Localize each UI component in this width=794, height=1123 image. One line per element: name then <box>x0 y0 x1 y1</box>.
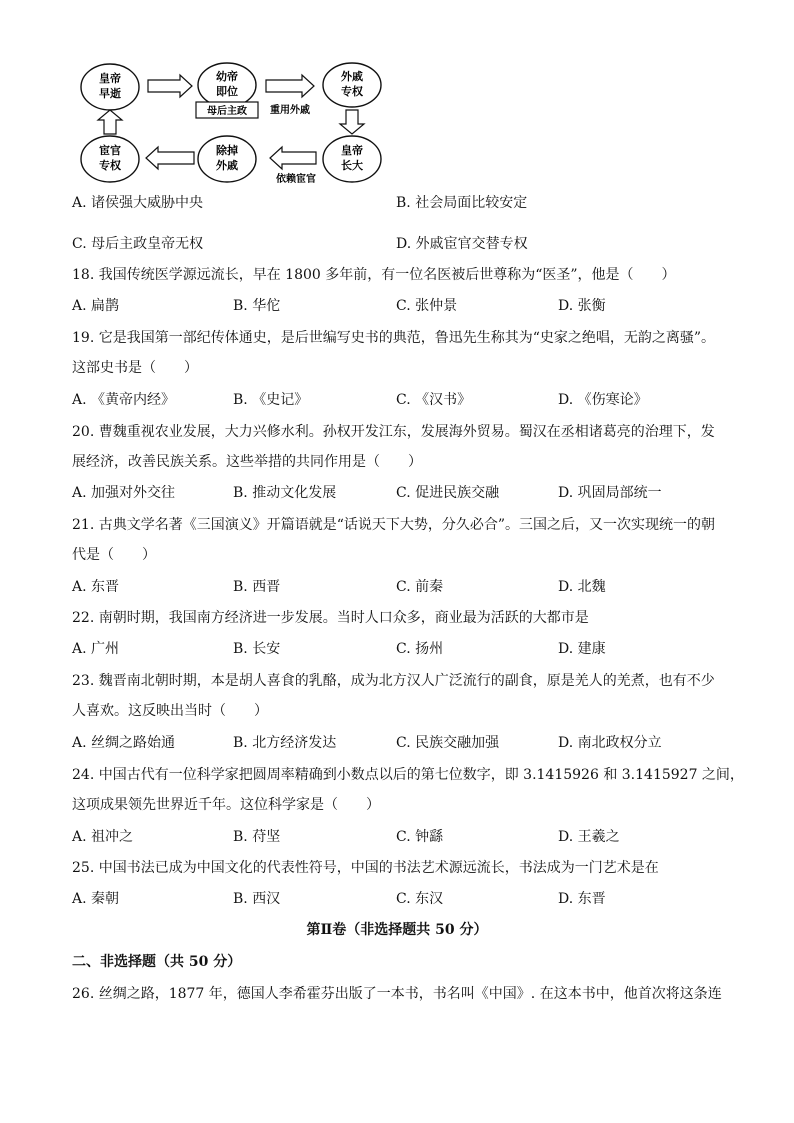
q25-option-d: D. 东晋 <box>558 891 606 907</box>
q19-option-d: D. 《伤寒论》 <box>558 392 648 408</box>
q25-option-c: C. 东汉 <box>396 891 444 907</box>
label-rely-eunuchs: 依赖宦官 <box>276 174 316 185</box>
q18-option-c: C. 张仲景 <box>396 298 458 314</box>
q22-text: 22. 南朝时期，我国南方经济进一步发展。当时人口众多，商业最为活跃的大都市是 <box>72 610 589 626</box>
q19-text-line2: 这部史书是（ ） <box>72 360 198 376</box>
q24-option-c: C. 钟繇 <box>396 829 444 845</box>
section-title: 第Ⅱ卷（非选择题共 50 分） <box>306 922 488 938</box>
node-text: 专权 <box>341 85 363 98</box>
q25-option-b: B. 西汉 <box>233 891 281 907</box>
q22-option-b: B. 长安 <box>233 641 281 657</box>
q19-option-b: B. 《史记》 <box>233 392 309 408</box>
q20-text-line2: 展经济，改善民族关系。这些举措的共同作用是（ ） <box>72 454 422 470</box>
arrow-up <box>98 110 122 134</box>
node-emperor-died-early <box>81 64 139 110</box>
node-text: 长大 <box>341 159 363 172</box>
q21-text-line2: 代是（ ） <box>72 547 156 563</box>
q23-option-c: C. 民族交融加强 <box>396 735 500 751</box>
label-reuse-consorts: 重用外戚 <box>270 105 310 116</box>
q24-option-d: D. 王羲之 <box>558 829 620 845</box>
node-text: 幼帝 <box>216 70 238 83</box>
q25-option-a: A. 秦朝 <box>72 891 120 907</box>
node-text: 外戚 <box>341 70 363 83</box>
q17-option-d: D. 外戚宦官交替专权 <box>396 236 528 252</box>
label-box-queen-mother <box>196 102 258 118</box>
q21-option-c: C. 前秦 <box>396 579 444 595</box>
q23-option-b: B. 北方经济发达 <box>233 735 337 751</box>
q20-text-line1: 20. 曹魏重视农业发展，大力兴修水利。孙权开发江东，发展海外贸易。蜀汉在丞相诸葛亮的治理下，发 <box>72 424 715 440</box>
q23-option-d: D. 南北政权分立 <box>558 735 662 751</box>
arrow-right-1 <box>148 75 192 97</box>
label-text: 母后主政 <box>207 106 247 117</box>
q24-text-line2: 这项成果领先世界近千年。这位科学家是（ ） <box>72 797 380 813</box>
arrow-left-2 <box>270 147 316 169</box>
arrow-right-2 <box>266 75 314 97</box>
q24-text-line1: 24. 中国古代有一位科学家把圆周率精确到小数点以后的第七位数字，即 3.1415926 和 3.1415927 之间， <box>72 767 744 783</box>
q20-option-b: B. 推动文化发展 <box>233 485 337 501</box>
node-text: 外戚 <box>216 159 238 172</box>
q18-option-d: D. 张衡 <box>558 298 606 314</box>
q21-text-line1: 21. 古典文学名著《三国演义》开篇语就是“话说天下大势，分久必合”。三国之后，又一次实现统一的朝 <box>72 517 716 533</box>
section-heading: 二、非选择题（共 50 分） <box>72 954 242 970</box>
node-text: 除掉 <box>216 144 238 157</box>
q26-text: 26. 丝绸之路，1877 年，德国人李希霍芬出版了一本书，书名叫《中国》. 在这本书中，他首次将这条连 <box>72 986 722 1002</box>
q23-text-line1: 23. 魏晋南北朝时期，本是胡人喜食的乳酪，成为北方汉人广泛流行的副食，原是羌人的羌煮，也有不少 <box>72 673 715 689</box>
node-consort-power <box>323 63 381 107</box>
node-text: 皇帝 <box>99 72 121 85</box>
q19-option-c: C. 《汉书》 <box>396 392 472 408</box>
q21-option-d: D. 北魏 <box>558 579 606 595</box>
q21-option-b: B. 西晋 <box>233 579 281 595</box>
q22-option-c: C. 扬州 <box>396 641 444 657</box>
q20-option-c: C. 促进民族交融 <box>396 485 500 501</box>
node-text: 皇帝 <box>341 144 363 157</box>
node-child-emperor-enthroned <box>198 63 256 107</box>
arrow-down <box>340 110 364 134</box>
q21-option-a: A. 东晋 <box>72 579 120 595</box>
arrow-left-1 <box>146 147 194 169</box>
q18-option-a: A. 扁鹊 <box>72 298 120 314</box>
q17-option-b: B. 社会局面比较安定 <box>396 195 528 211</box>
q18-option-b: B. 华佗 <box>233 298 281 314</box>
q19-text-line1: 19. 它是我国第一部纪传体通史，是后世编写史书的典范，鲁迅先生称其为“史家之绝唱，无韵之离骚”。 <box>72 330 716 346</box>
q20-option-d: D. 巩固局部统一 <box>558 485 662 501</box>
q17-option-a: A. 诸侯强大威胁中央 <box>72 195 204 211</box>
q19-option-a: A. 《黄帝内经》 <box>72 392 176 408</box>
node-eunuch-power <box>81 136 139 182</box>
node-remove-consorts <box>198 136 256 182</box>
node-text: 专权 <box>99 159 121 172</box>
q20-option-a: A. 加强对外交往 <box>72 485 176 501</box>
node-emperor-grown <box>323 136 381 182</box>
q25-text: 25. 中国书法已成为中国文化的代表性符号，中国的书法艺术源远流长，书法成为一门艺术是在 <box>72 860 659 876</box>
node-text: 早逝 <box>99 87 121 100</box>
q18-text: 18. 我国传统医学源远流长，早在 1800 多年前，有一位名医被后世尊称为“医圣”，他是（ ） <box>72 267 676 283</box>
q24-option-a: A. 祖冲之 <box>72 829 134 845</box>
q23-option-a: A. 丝绸之路始通 <box>72 735 176 751</box>
q23-text-line2: 人喜欢。这反映出当时（ ） <box>72 703 268 719</box>
cycle-diagram <box>70 58 400 188</box>
q22-option-a: A. 广州 <box>72 641 120 657</box>
q17-option-c: C. 母后主政皇帝无权 <box>72 236 204 252</box>
node-text: 即位 <box>216 85 238 98</box>
q22-option-d: D. 建康 <box>558 641 606 657</box>
node-text: 宦官 <box>99 144 121 157</box>
q24-option-b: B. 苻坚 <box>233 829 281 845</box>
